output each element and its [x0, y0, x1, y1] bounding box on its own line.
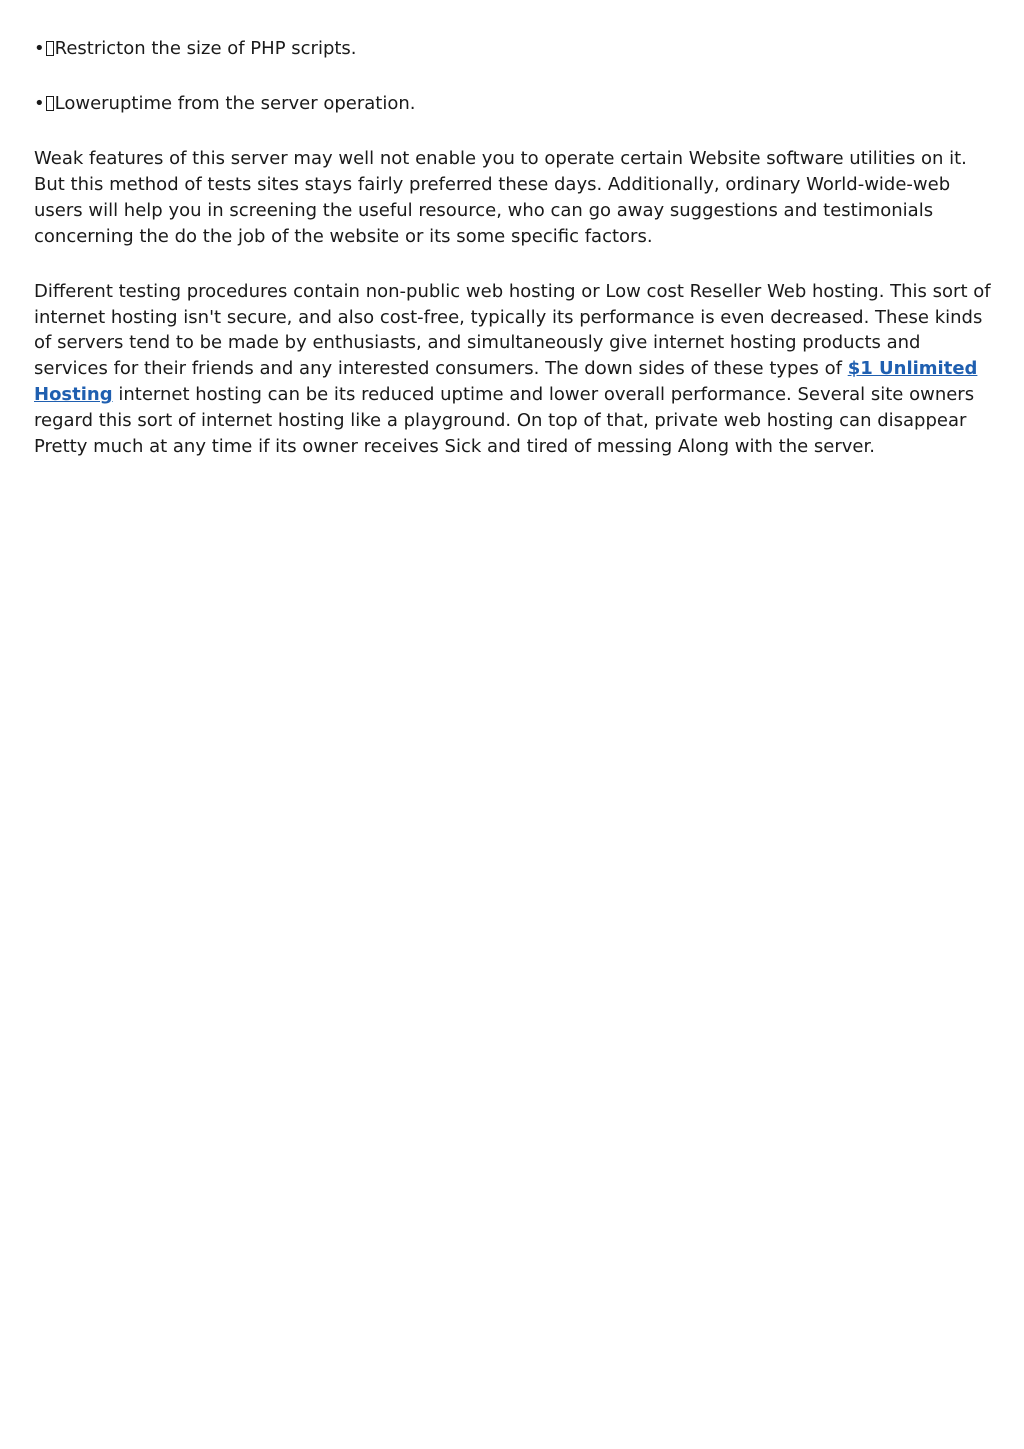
missing-glyph-box-icon — [46, 96, 54, 111]
bullet-text: ptime from the server operation. — [119, 93, 416, 114]
bullet-word: Restrict — [54, 38, 124, 59]
paragraph-weak-features: Weak features of this server may well not enable you to operate certain Website software utilities on it. But this method of tests sites stays fairly preferred these days. Additionally, ordinary World-wide-web users will help you in screening the useful resource, who can go away suggestions and testimonials concerning the do the job of the website or its some specific factors. — [34, 148, 967, 247]
bullet-overlap-char: u — [108, 93, 120, 114]
paragraph-testing-procedures — [34, 279, 994, 460]
document-body — [34, 36, 994, 489]
bullet-text: n the size of PHP scripts. — [134, 38, 357, 59]
bullet-marker: • — [34, 38, 45, 59]
bullet-overlap-char: o — [123, 38, 135, 59]
bullet-item-restriction — [34, 36, 994, 62]
paragraph-text-before-link: Different testing procedures contain non-public web hosting or Low cost Reseller Web hosting. This sort of internet hosting isn't secure, and also cost-free, typically its performance is even decreased. These kinds of servers tend to be made by enthusiasts, and simultaneously give internet hosting products and services for their friends and any interested consumers. The down sides of these types of — [34, 280, 991, 380]
bullet-marker: • — [34, 93, 45, 114]
unlimited-hosting-link[interactable]: $1 Unlimited Hosting — [34, 358, 978, 406]
paragraph-text-after-link: internet hosting can be its reduced uptime and lower overall performance. Several site owners regard this sort of internet hosting like a playground. On top of that, private web hosting can disappear Pretty much at any time if its owner receives Sick and tired of messing Along with the server. — [34, 384, 975, 458]
bullet-word: Lower — [54, 93, 109, 114]
bullet-item-uptime — [34, 91, 994, 117]
missing-glyph-box-icon — [46, 41, 54, 56]
